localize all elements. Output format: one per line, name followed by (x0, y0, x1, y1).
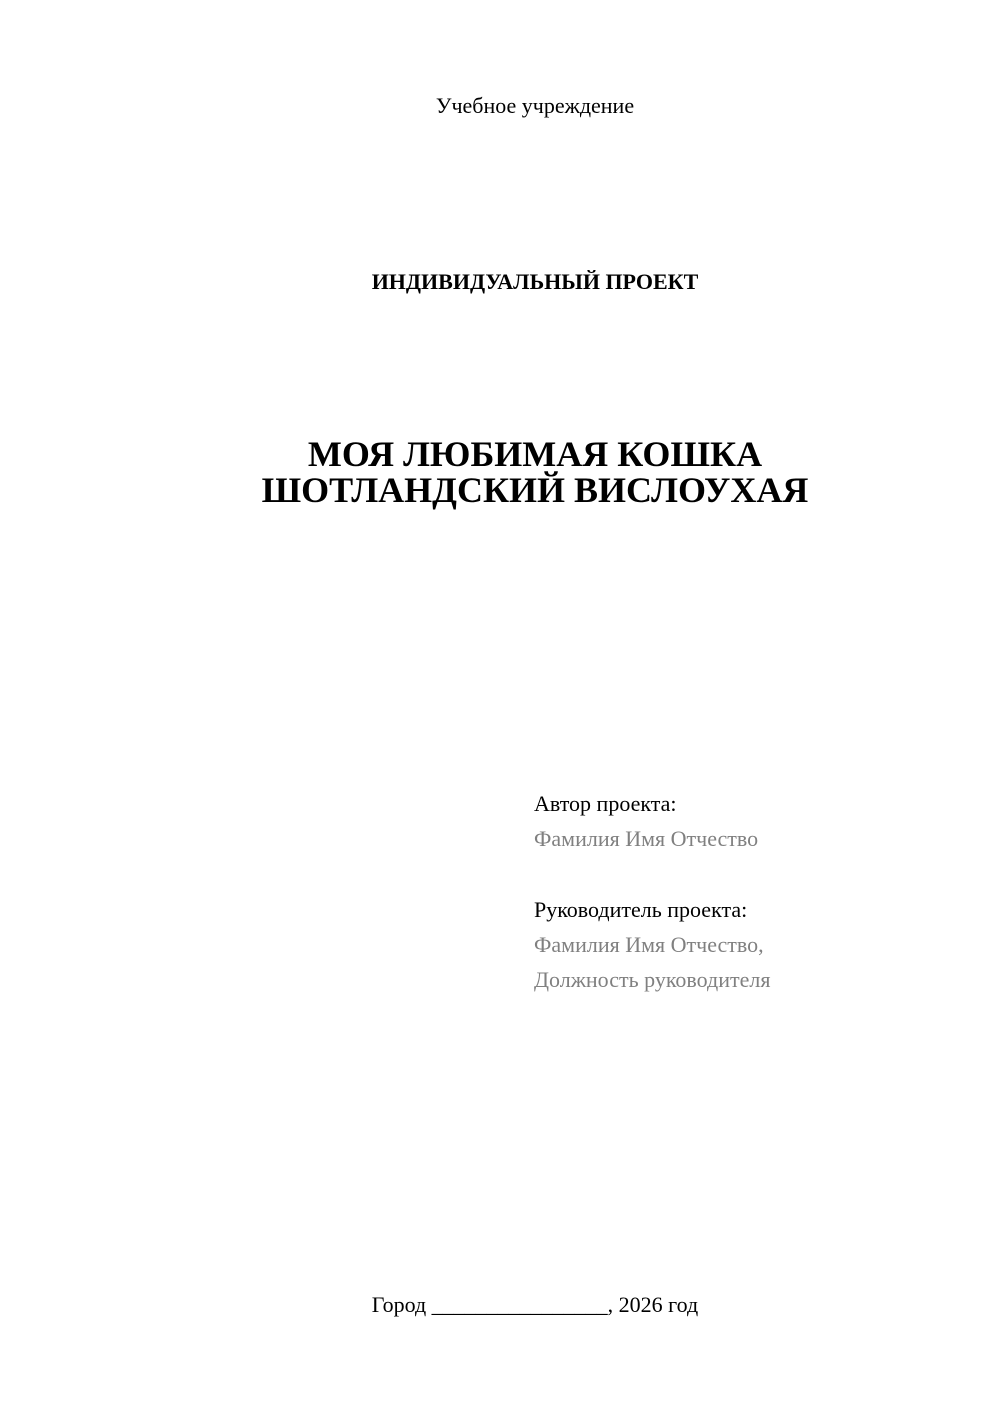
author-label: Автор проекта: (534, 791, 677, 816)
author-block (534, 786, 974, 856)
supervisor-position-placeholder: Должность руководителя (534, 967, 771, 992)
supervisor-block (534, 892, 974, 997)
author-name-placeholder: Фамилия Имя Отчество (534, 826, 759, 851)
city-year-line: Город ________________, 2026 год (371, 1292, 699, 1317)
project-title (0, 436, 1000, 508)
document-type: ИНДИВИДУАЛЬНЫЙ ПРОЕКТ (371, 269, 699, 294)
institution-name: Учебное учреждение (435, 93, 635, 118)
project-title-line-1: МОЯ ЛЮБИМАЯ КОШКА (307, 434, 763, 474)
supervisor-name-placeholder: Фамилия Имя Отчество, (534, 932, 764, 957)
project-title-line-2: ШОТЛАНДСКИЙ ВИСЛОУХАЯ (261, 470, 809, 510)
supervisor-label: Руководитель проекта: (534, 897, 748, 922)
